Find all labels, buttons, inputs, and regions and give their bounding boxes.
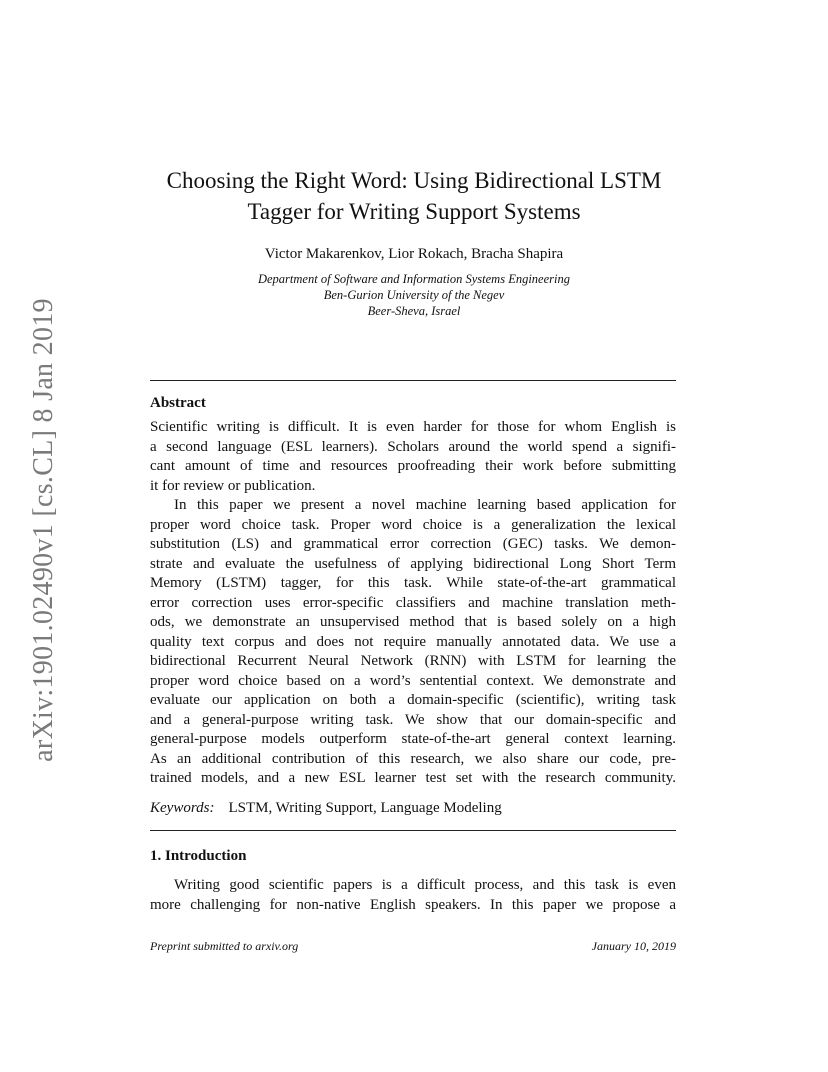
- abstract-top-rule: [150, 380, 676, 381]
- text-line: In this paper we present a novel machine learning based application for: [174, 497, 676, 513]
- keywords-value: LSTM, Writing Support, Language Modeling: [228, 800, 502, 816]
- footer-date: January 10, 2019: [591, 939, 676, 953]
- text-line: a second language (ESL learners). Scholars around the world spend a signifi-: [150, 438, 676, 455]
- author-list: Victor Makarenkov, Lior Rokach, Bracha Shapira: [264, 246, 564, 262]
- keywords: [150, 800, 502, 817]
- affiliation-line: Ben-Gurion University of the Negev: [323, 288, 505, 302]
- affiliation-line: Beer-Sheva, Israel: [367, 304, 461, 318]
- text-line: Writing good scientific papers is a difficult process, and this task is even: [174, 877, 676, 893]
- text-line: cant amount of time and resources proofreading their work before submitting: [150, 458, 676, 474]
- abstract-heading: Abstract: [150, 395, 206, 411]
- text-line: Memory (LSTM) tagger, for this task. While state-of-the-art grammatical: [150, 575, 676, 591]
- title-line: Tagger for Writing Support Systems: [247, 199, 581, 224]
- section-heading-introduction: 1. Introduction: [150, 848, 247, 864]
- affiliation: [0, 271, 828, 319]
- footer-preprint-note: Preprint submitted to arxiv.org: [150, 939, 299, 953]
- text-line: ods, we demonstrate an unsupervised method that is based solely on a high: [150, 614, 676, 630]
- text-line: evaluate our application on both a domain-specific (scientific), writing task: [150, 692, 676, 708]
- text-line: substitution (LS) and grammatical error correction (GEC) tasks. We demon-: [150, 536, 676, 552]
- text-line: trained models, and a new ESL learner test set with the research community.: [150, 770, 676, 786]
- paper-title: [0, 165, 828, 227]
- text-line: more challenging for non-native English speakers. In this paper we propose a: [150, 896, 676, 913]
- text-line: Scientific writing is difficult. It is even harder for those for whom English is: [150, 419, 676, 435]
- title-line: Choosing the Right Word: Using Bidirectional LSTM: [166, 168, 662, 193]
- arxiv-identifier-text: arXiv:1901.02490v1 [cs.CL] 8 Jan 2019: [28, 298, 59, 762]
- introduction-paragraph: [150, 876, 676, 915]
- text-line: bidirectional Recurrent Neural Network (RNN) with LSTM for learning the: [150, 653, 676, 669]
- text-line: quality text corpus and does not require manually annotated data. We use a: [150, 633, 676, 650]
- arxiv-identifier-stamp: [22, 300, 66, 760]
- text-line: strate and evaluate the usefulness of applying bidirectional Long Short Term: [150, 555, 676, 572]
- text-line: error correction uses error-specific classifiers and machine translation meth-: [150, 594, 676, 611]
- text-line: As an additional contribution of this research, we also share our code, pre-: [150, 750, 676, 767]
- affiliation-line: Department of Software and Information Systems Engineering: [257, 272, 570, 286]
- abstract-paragraph-1: [150, 418, 676, 496]
- abstract-paragraph-2: [150, 496, 676, 789]
- text-line: general-purpose models outperform state-of-the-art general context learning.: [150, 731, 676, 747]
- text-line: proper word choice task. Proper word choice is a generalization the lexical: [150, 516, 676, 533]
- abstract-bottom-rule: [150, 830, 676, 831]
- text-line: and a general-purpose writing task. We show that our domain-specific and: [150, 711, 676, 728]
- text-line: it for review or publication.: [150, 477, 316, 494]
- keywords-label: Keywords:: [150, 800, 215, 816]
- text-line: proper word choice based on a word’s sentential context. We demonstrate and: [150, 672, 676, 689]
